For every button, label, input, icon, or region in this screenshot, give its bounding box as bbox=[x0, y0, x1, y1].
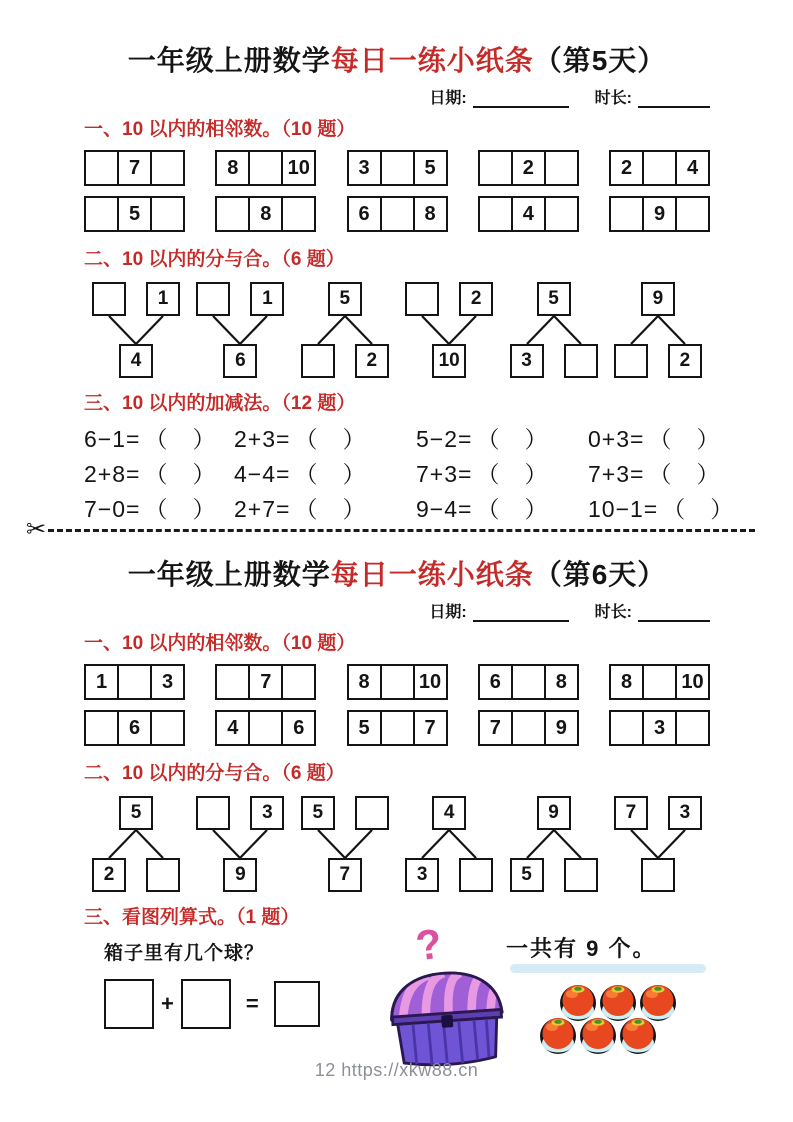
neighbor-number-group bbox=[478, 150, 579, 186]
callout-underline bbox=[510, 964, 706, 973]
section-heading-neighbors: 一、10 以内的相邻数。（10 题） bbox=[84, 119, 356, 140]
neighbor-cell-given: 6 bbox=[117, 710, 152, 746]
neighbor-cell-answer[interactable] bbox=[150, 710, 185, 746]
neighbors-grid bbox=[84, 150, 710, 232]
bond-cell-answer[interactable] bbox=[564, 344, 598, 378]
number-bond bbox=[293, 796, 397, 894]
answer-bracket[interactable]: （ ） bbox=[144, 461, 217, 487]
ball-icon bbox=[620, 1018, 656, 1054]
bond-cell-given: 2 bbox=[459, 282, 493, 316]
bond-cell-answer[interactable] bbox=[301, 344, 335, 378]
bond-cell-given: 4 bbox=[432, 796, 466, 830]
neighbor-cell-given: 6 bbox=[478, 664, 513, 700]
section-heading-picture: 三、看图列算式。（1 题） bbox=[84, 907, 300, 928]
neighbor-cell-answer[interactable] bbox=[511, 710, 546, 746]
bond-cell-given: 9 bbox=[537, 796, 571, 830]
title-part-black: 一年级上册数学 bbox=[127, 559, 331, 590]
bond-cell-given: 2 bbox=[92, 858, 126, 892]
number-bonds-row bbox=[84, 796, 710, 894]
duration-blank-field[interactable] bbox=[638, 605, 710, 622]
bond-cell-given: 5 bbox=[301, 796, 335, 830]
bond-cell-given: 3 bbox=[668, 796, 702, 830]
bond-cell-given: 10 bbox=[432, 344, 466, 378]
neighbor-cell-answer[interactable] bbox=[478, 150, 513, 186]
meta-row bbox=[84, 600, 710, 622]
question-mark: ? bbox=[412, 919, 445, 970]
answer-bracket[interactable]: （ ） bbox=[144, 496, 217, 522]
answer-bracket[interactable]: （ ） bbox=[476, 426, 549, 452]
bond-cell-answer[interactable] bbox=[196, 282, 230, 316]
number-bond bbox=[397, 282, 501, 380]
neighbor-cell-given: 2 bbox=[511, 150, 546, 186]
bond-cell-answer[interactable] bbox=[196, 796, 230, 830]
scissors-icon: ✂ bbox=[26, 516, 47, 543]
neighbor-cell-given: 7 bbox=[248, 664, 283, 700]
neighbor-cell-answer[interactable] bbox=[675, 196, 710, 232]
total-callout-text: 一共有 9 个。 bbox=[506, 936, 657, 961]
date-label: 日期: bbox=[429, 90, 467, 107]
neighbors-row bbox=[84, 196, 710, 232]
neighbor-number-group bbox=[609, 150, 710, 186]
answer-bracket[interactable]: （ ） bbox=[294, 461, 367, 487]
neighbors-row bbox=[84, 150, 710, 186]
answer-bracket[interactable]: （ ） bbox=[294, 496, 367, 522]
sum-box[interactable] bbox=[274, 981, 320, 1027]
number-bond bbox=[293, 282, 397, 380]
title-part-red: 每日一练小纸条 bbox=[330, 559, 534, 590]
number-bond bbox=[84, 282, 188, 380]
neighbor-cell-given: 5 bbox=[347, 710, 382, 746]
number-bond bbox=[188, 282, 292, 380]
equation bbox=[234, 459, 416, 489]
footer-text bbox=[0, 1060, 793, 1081]
dashed-cut-rule bbox=[48, 529, 755, 532]
picture-equation bbox=[104, 979, 380, 1029]
neighbor-cell-given: 9 bbox=[544, 710, 579, 746]
neighbor-cell-given: 3 bbox=[150, 664, 185, 700]
equation-expression: 5−2= bbox=[416, 426, 473, 452]
number-bond bbox=[84, 796, 188, 894]
neighbor-number-group bbox=[347, 710, 448, 746]
equation bbox=[84, 424, 234, 454]
equation-expression: 9−4= bbox=[416, 496, 473, 522]
neighbor-cell-given: 10 bbox=[413, 664, 448, 700]
neighbor-cell-answer[interactable] bbox=[642, 664, 677, 700]
neighbor-number-group bbox=[84, 710, 185, 746]
bond-cell-given: 1 bbox=[146, 282, 180, 316]
duration-label: 时长: bbox=[594, 604, 632, 621]
neighbor-cell-answer[interactable] bbox=[511, 664, 546, 700]
neighbor-cell-given: 7 bbox=[478, 710, 513, 746]
neighbor-cell-answer[interactable] bbox=[380, 710, 415, 746]
bond-cell-answer[interactable] bbox=[146, 858, 180, 892]
number-bond bbox=[188, 796, 292, 894]
bond-cell-given: 5 bbox=[119, 796, 153, 830]
ball-icon bbox=[640, 985, 676, 1021]
bond-cell-answer[interactable] bbox=[641, 858, 675, 892]
neighbor-cell-answer[interactable] bbox=[544, 196, 579, 232]
equation-expression: 7+3= bbox=[416, 461, 473, 487]
bond-cell-given: 5 bbox=[537, 282, 571, 316]
neighbor-cell-answer[interactable] bbox=[117, 664, 152, 700]
neighbor-cell-answer[interactable] bbox=[380, 196, 415, 232]
bond-cell-answer[interactable] bbox=[459, 858, 493, 892]
neighbor-number-group bbox=[215, 664, 316, 700]
ball-icon bbox=[540, 1018, 576, 1054]
title-part-day: （第5天） bbox=[533, 45, 667, 76]
neighbor-cell-answer[interactable] bbox=[544, 150, 579, 186]
section-heading-neighbors: 一、10 以内的相邻数。（10 题） bbox=[84, 633, 356, 654]
bond-cell-given: 9 bbox=[223, 858, 257, 892]
equation-expression: 2+7= bbox=[234, 496, 291, 522]
title-part-black: 一年级上册数学 bbox=[127, 45, 331, 76]
equation-expression: 4−4= bbox=[234, 461, 291, 487]
neighbor-cell-given: 5 bbox=[413, 150, 448, 186]
duration-blank-field[interactable] bbox=[638, 91, 710, 108]
equation-expression: 10−1= bbox=[588, 496, 659, 522]
answer-bracket[interactable]: （ ） bbox=[648, 426, 721, 452]
neighbor-number-group bbox=[215, 196, 316, 232]
bond-cell-given: 3 bbox=[405, 858, 439, 892]
equations-grid bbox=[84, 424, 735, 524]
neighbor-cell-answer[interactable] bbox=[84, 710, 119, 746]
page-number: 12 bbox=[314, 1060, 336, 1080]
neighbor-cell-given: 10 bbox=[675, 664, 710, 700]
bond-cell-answer[interactable] bbox=[355, 796, 389, 830]
neighbors-grid bbox=[84, 664, 710, 746]
neighbor-cell-given: 10 bbox=[281, 150, 316, 186]
neighbor-number-group bbox=[84, 664, 185, 700]
equation bbox=[588, 459, 734, 489]
neighbor-cell-given: 3 bbox=[642, 710, 677, 746]
neighbor-number-group bbox=[609, 196, 710, 232]
neighbor-cell-answer[interactable] bbox=[150, 150, 185, 186]
title-part-day: （第6天） bbox=[533, 559, 667, 590]
bond-cell-given: 7 bbox=[614, 796, 648, 830]
ball-icon bbox=[600, 985, 636, 1021]
neighbor-cell-answer[interactable] bbox=[609, 196, 644, 232]
plus-sign: + bbox=[161, 991, 174, 1016]
neighbor-cell-answer[interactable] bbox=[642, 150, 677, 186]
neighbors-row bbox=[84, 664, 710, 700]
bond-cell-given: 6 bbox=[223, 344, 257, 378]
neighbor-cell-answer[interactable] bbox=[478, 196, 513, 232]
date-label: 日期: bbox=[429, 604, 467, 621]
meta-row bbox=[84, 86, 710, 108]
neighbor-number-group bbox=[347, 150, 448, 186]
number-bond bbox=[606, 796, 710, 894]
neighbor-number-group bbox=[609, 710, 710, 746]
bond-cell-answer[interactable] bbox=[614, 344, 648, 378]
duration-label: 时长: bbox=[594, 90, 632, 107]
ball-icon bbox=[560, 985, 596, 1021]
answer-bracket[interactable]: （ ） bbox=[294, 426, 367, 452]
neighbor-cell-given: 2 bbox=[609, 150, 644, 186]
neighbor-number-group bbox=[478, 664, 579, 700]
neighbor-cell-answer[interactable] bbox=[84, 196, 119, 232]
neighbor-cell-answer[interactable] bbox=[281, 664, 316, 700]
bond-cell-given: 2 bbox=[668, 344, 702, 378]
title-part-red: 每日一练小纸条 bbox=[330, 45, 534, 76]
equation-expression: 0+3= bbox=[588, 426, 645, 452]
equation bbox=[84, 459, 234, 489]
neighbor-cell-given: 1 bbox=[84, 664, 119, 700]
neighbor-cell-given: 7 bbox=[413, 710, 448, 746]
answer-bracket[interactable]: （ ） bbox=[476, 496, 549, 522]
bond-cell-given: 9 bbox=[641, 282, 675, 316]
equation-expression: 6−1= bbox=[84, 426, 141, 452]
neighbor-cell-given: 8 bbox=[413, 196, 448, 232]
bond-cell-given: 5 bbox=[328, 282, 362, 316]
neighbor-number-group bbox=[215, 710, 316, 746]
neighbor-cell-answer[interactable] bbox=[675, 710, 710, 746]
neighbor-cell-answer[interactable] bbox=[380, 664, 415, 700]
neighbor-cell-given: 3 bbox=[347, 150, 382, 186]
number-bond bbox=[502, 796, 606, 894]
neighbor-cell-answer[interactable] bbox=[281, 196, 316, 232]
worksheet-day-5 bbox=[84, 44, 735, 524]
neighbor-number-group bbox=[478, 710, 579, 746]
balls-illustration bbox=[528, 980, 704, 1062]
neighbor-cell-answer[interactable] bbox=[215, 664, 250, 700]
bond-cell-given: 7 bbox=[328, 858, 362, 892]
equals-sign: = bbox=[245, 991, 259, 1016]
neighbor-cell-answer[interactable] bbox=[248, 710, 283, 746]
neighbor-number-group bbox=[609, 664, 710, 700]
neighbor-number-group bbox=[84, 150, 185, 186]
answer-bracket[interactable]: （ ） bbox=[476, 461, 549, 487]
neighbor-cell-answer[interactable] bbox=[609, 710, 644, 746]
answer-bracket[interactable]: （ ） bbox=[144, 426, 217, 452]
date-blank-field[interactable] bbox=[473, 91, 569, 108]
neighbor-cell-given: 7 bbox=[117, 150, 152, 186]
neighbor-cell-answer[interactable] bbox=[84, 150, 119, 186]
section-heading-composition: 二、10 以内的分与合。（6 题） bbox=[84, 763, 345, 784]
answer-bracket[interactable]: （ ） bbox=[662, 496, 735, 522]
number-bonds-row bbox=[84, 282, 710, 380]
neighbor-cell-answer[interactable] bbox=[380, 150, 415, 186]
answer-bracket[interactable]: （ ） bbox=[648, 461, 721, 487]
section-heading-composition: 二、10 以内的分与合。（6 题） bbox=[84, 249, 345, 270]
neighbor-number-group bbox=[215, 150, 316, 186]
bond-cell-given: 1 bbox=[250, 282, 284, 316]
picture-question: 箱子里有几个球？ bbox=[104, 943, 265, 964]
neighbor-cell-given: 8 bbox=[347, 664, 382, 700]
bond-cell-given: 3 bbox=[250, 796, 284, 830]
neighbor-cell-given: 4 bbox=[511, 196, 546, 232]
neighbors-row bbox=[84, 710, 710, 746]
addend-box-2[interactable] bbox=[181, 979, 231, 1029]
bond-cell-given: 5 bbox=[510, 858, 544, 892]
bond-cell-answer[interactable] bbox=[405, 282, 439, 316]
equation-expression: 2+3= bbox=[234, 426, 291, 452]
neighbor-cell-given: 4 bbox=[675, 150, 710, 186]
bond-cell-answer[interactable] bbox=[92, 282, 126, 316]
neighbor-number-group bbox=[347, 196, 448, 232]
bond-cell-given: 4 bbox=[119, 344, 153, 378]
number-bond bbox=[606, 282, 710, 380]
bond-cell-given: 2 bbox=[355, 344, 389, 378]
neighbor-cell-given: 8 bbox=[544, 664, 579, 700]
equation bbox=[416, 459, 588, 489]
neighbor-number-group bbox=[84, 196, 185, 232]
page-title bbox=[84, 558, 710, 592]
ball-icon bbox=[580, 1018, 616, 1054]
equation-expression: 7+3= bbox=[588, 461, 645, 487]
addend-box-1[interactable] bbox=[104, 979, 154, 1029]
footer-url: https://xkw88.cn bbox=[341, 1060, 479, 1080]
bond-cell-given: 3 bbox=[510, 344, 544, 378]
neighbor-cell-given: 9 bbox=[642, 196, 677, 232]
neighbor-number-group bbox=[478, 196, 579, 232]
neighbor-cell-answer[interactable] bbox=[248, 150, 283, 186]
date-blank-field[interactable] bbox=[473, 605, 569, 622]
neighbor-cell-given: 6 bbox=[347, 196, 382, 232]
equation-expression: 2+8= bbox=[84, 461, 141, 487]
neighbor-cell-answer[interactable] bbox=[215, 196, 250, 232]
section-heading-arithmetic: 三、10 以内的加减法。（12 题） bbox=[84, 393, 356, 414]
neighbor-cell-given: 8 bbox=[609, 664, 644, 700]
equation-expression: 7−0= bbox=[84, 496, 141, 522]
page-title bbox=[84, 44, 710, 78]
neighbor-cell-answer[interactable] bbox=[150, 196, 185, 232]
neighbor-number-group bbox=[347, 664, 448, 700]
bond-cell-answer[interactable] bbox=[564, 858, 598, 892]
number-bond bbox=[397, 796, 501, 894]
neighbor-cell-given: 8 bbox=[215, 150, 250, 186]
equation bbox=[588, 424, 734, 454]
neighbor-cell-given: 8 bbox=[248, 196, 283, 232]
neighbor-cell-given: 6 bbox=[281, 710, 316, 746]
neighbor-cell-given: 5 bbox=[117, 196, 152, 232]
equation bbox=[234, 424, 416, 454]
cut-line bbox=[26, 518, 755, 542]
number-bond bbox=[502, 282, 606, 380]
worksheet-day-6 bbox=[84, 558, 710, 1088]
neighbor-cell-given: 4 bbox=[215, 710, 250, 746]
treasure-chest-icon bbox=[380, 960, 513, 1077]
equation bbox=[416, 424, 588, 454]
